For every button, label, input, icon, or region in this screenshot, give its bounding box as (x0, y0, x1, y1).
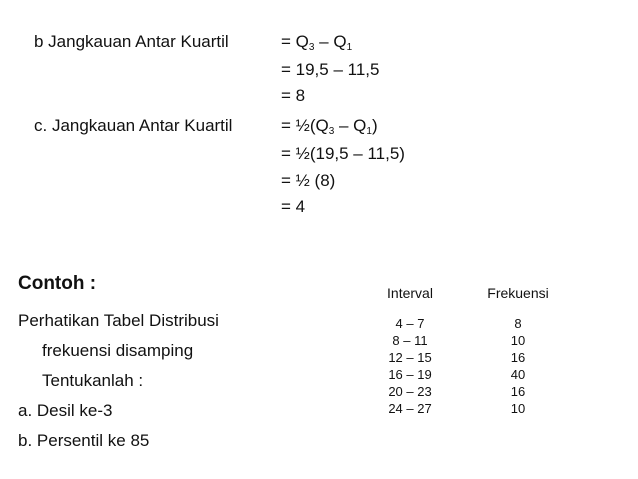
interval-cell: 4 – 7 (395, 316, 425, 331)
frequency-cell: 16 (510, 384, 526, 399)
interval-cell: 8 – 11 (392, 333, 428, 348)
example-line-2: frekuensi disamping (42, 341, 194, 360)
interval-cell: 24 – 27 (388, 401, 432, 416)
table-row (370, 333, 562, 350)
formula-c-line4: = 4 (281, 197, 306, 216)
formula-c-line1: = $\frac{1}{2}(Q_3 - Q_1)$ (281, 116, 378, 137)
example-line-1: Perhatikan Tabel Distribusi (18, 311, 219, 330)
interval-cell: 16 – 19 (388, 367, 432, 382)
interval-cell: 20 – 23 (388, 384, 432, 399)
table-row (370, 350, 562, 367)
table-header-interval: Interval (387, 285, 433, 301)
table-header-frekuensi: Frekuensi (487, 285, 549, 301)
frequency-cell: 16 (510, 350, 526, 365)
example-line-4: a. Desil ke-3 (18, 401, 113, 420)
frequency-cell: 40 (510, 367, 526, 382)
example-heading: Contoh : (18, 273, 97, 294)
formula-c-line3: = ½ (8) (281, 171, 336, 190)
example-line-3: Tentukanlah : (42, 371, 144, 390)
frequency-cell: 10 (510, 333, 526, 348)
formula-b-label: b Jangkauan Antar Kuartil (34, 32, 229, 51)
formula-c-label: c. Jangkauan Antar Kuartil (34, 116, 233, 135)
frequency-cell: 10 (510, 401, 526, 416)
formula-c-line2: = ½(19,5 – 11,5) (281, 144, 405, 163)
frequency-cell: 8 (514, 316, 522, 331)
table-row (370, 384, 562, 401)
formula-b-line1: = $Q_3 - Q_1$ (281, 32, 353, 53)
interval-cell: 12 – 15 (388, 350, 432, 365)
example-line-5: b. Persentil ke 85 (18, 431, 150, 450)
table-row (370, 316, 562, 333)
formula-b-line3: = 8 (281, 86, 306, 105)
table-row (370, 401, 562, 418)
table-body (370, 316, 562, 418)
table-row (370, 367, 562, 384)
formula-b-line2: = 19,5 – 11,5 (281, 60, 380, 79)
